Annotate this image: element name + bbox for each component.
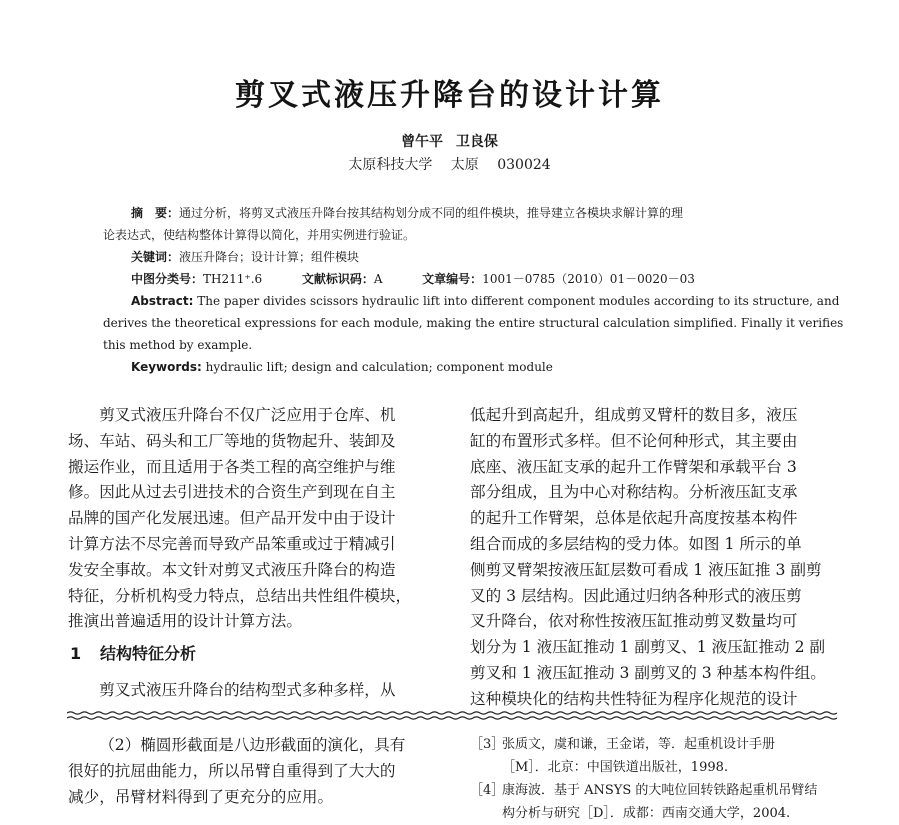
affiliation: 太原科技大学 太原 030024 bbox=[348, 157, 551, 173]
paper-title: 剪叉式液压升降台的设计计算 bbox=[235, 78, 664, 113]
wavy-line bbox=[67, 712, 837, 719]
right-line-6: 组合而成的多层结构的受力体。如图 1 所示的单 bbox=[470, 534, 802, 553]
abstract-en-line1 bbox=[131, 290, 839, 312]
keywords-cn-label: 关键词： bbox=[131, 250, 180, 264]
bottom-left-text bbox=[68, 733, 435, 810]
doc-code-value: A bbox=[373, 272, 383, 286]
section-heading bbox=[70, 641, 196, 664]
left-column bbox=[68, 403, 435, 635]
reference-text: 张质文，虞和谦，王金诺，等．起重机设计手册 bbox=[502, 737, 776, 752]
reference-text: 康海波．基于 ANSYS 的大吨位回转铁路起重机吊臂结 bbox=[502, 783, 818, 798]
right-column bbox=[470, 403, 837, 713]
right-line-4: 部分组成，且为中心对称结构。分析液压缸支承 bbox=[470, 483, 798, 502]
keywords-cn-text: 液压升降台；设计计算；组件模块 bbox=[179, 250, 360, 264]
clc-value: TH211⁺.6 bbox=[203, 272, 263, 286]
abstract-cn-text-1: 通过分析，将剪叉式液压升降台按其结构划分成不同的组件模块，推导建立各模块求解计算的理 bbox=[179, 206, 684, 220]
right-line-7: 侧剪叉臂架按液压缸层数可看成 1 液压缸推 3 副剪 bbox=[470, 560, 822, 579]
section-title: 结构特征分析 bbox=[100, 644, 197, 663]
abstract-en-text-1: The paper divides scissors hydraulic lift into different component modules according to its structure, and bbox=[197, 294, 840, 308]
article-no-value: 1001－0785（2010）01－0020－03 bbox=[482, 272, 695, 286]
intro-line-3: 搬运作业，而且适用于各类工程的高空维护与维 bbox=[68, 457, 396, 476]
section-number: 1 bbox=[70, 644, 82, 663]
clc-label: 中图分类号： bbox=[131, 272, 204, 286]
right-line-3: 底座、液压缸支承的起升工作臂架和承载平台 3 bbox=[470, 457, 797, 476]
right-line-1: 低起升到高起升，组成剪叉臂杆的数目多，液压 bbox=[470, 406, 798, 424]
wavy-separator bbox=[67, 708, 837, 724]
reference-tag: ［4］ bbox=[470, 783, 505, 798]
article-no-label: 文章编号： bbox=[422, 272, 483, 286]
right-line-10: 划分为 1 液压缸推动 1 副剪叉、1 液压缸推动 2 副 bbox=[470, 638, 826, 657]
right-line-2: 缸的布置形式多样。但不论何种形式，其主要由 bbox=[470, 431, 798, 450]
intro-line-2: 场、车站、码头和工厂等地的货物起升、装卸及 bbox=[68, 431, 396, 450]
intro-line-5: 品牌的国产化发展迅速。但产品开发中由于设计 bbox=[68, 509, 396, 528]
abstract-cn-line2: 论表达式，使结构整体计算得以简化，并用实例进行验证。 bbox=[103, 228, 416, 242]
bottom-line-2: 很好的抗屈曲能力，所以吊臂自重得到了大大的 bbox=[68, 761, 396, 780]
right-line-8: 叉的 3 层结构。因此通过归纳各种形式的液压剪 bbox=[470, 586, 802, 605]
keywords-cn bbox=[131, 246, 359, 268]
references bbox=[470, 733, 840, 825]
bottom-line-1: （2）椭圆形截面是八边形截面的演化，具有 bbox=[99, 736, 406, 754]
reference-tag: ［3］ bbox=[470, 737, 505, 752]
intro-line-1: 剪叉式液压升降台不仅广泛应用于仓库、机 bbox=[99, 406, 396, 424]
abstract-cn-line1 bbox=[131, 202, 683, 224]
reference-item bbox=[470, 779, 840, 802]
intro-line-7: 发安全事故。本文针对剪叉式液压升降台的构造 bbox=[68, 560, 396, 579]
intro-line-9: 推演出普遍适用的设计计算方法。 bbox=[68, 612, 302, 631]
abstract-en-line3: this method by example. bbox=[103, 338, 253, 352]
intro-line-6: 计算方法不尽完善而导致产品笨重或过于精减引 bbox=[68, 534, 396, 553]
reference-continuation: ［M］．北京：中国铁道出版社，1998. bbox=[502, 760, 729, 775]
bottom-line-3: 减少，吊臂材料得到了更充分的应用。 bbox=[68, 787, 334, 806]
right-line-12: 这种模块化的结构共性特征为程序化规范的设计 bbox=[470, 689, 798, 708]
abstract-en-label: Abstract: bbox=[131, 294, 194, 308]
intro-line-8: 特征，分析机构受力特点，总结出共性组件模块， bbox=[68, 586, 412, 605]
authors: 曾午平 卫良保 bbox=[401, 134, 498, 150]
classification-line bbox=[131, 268, 695, 290]
abstract-cn-label: 摘 要： bbox=[131, 206, 180, 220]
section-line-1: 剪叉式液压升降台的结构型式多种多样，从 bbox=[99, 681, 396, 699]
keywords-en-text: hydraulic lift; design and calculation; component module bbox=[205, 360, 553, 374]
reference-item bbox=[470, 733, 840, 756]
right-line-9: 叉升降台，依对称性按液压缸推动剪叉数量均可 bbox=[470, 612, 798, 631]
reference-continuation: 构分析与研究［D］．成都：西南交通大学，2004. bbox=[502, 806, 791, 821]
right-line-5: 的起升工作臂架，总体是依起升高度按基本构件 bbox=[470, 509, 798, 528]
keywords-en-label: Keywords: bbox=[131, 360, 202, 374]
right-line-11: 剪叉和 1 液压缸推动 3 副剪叉的 3 种基本构件组。 bbox=[470, 663, 826, 682]
doc-code-label: 文献标识码： bbox=[301, 272, 374, 286]
keywords-en bbox=[131, 356, 553, 378]
abstract-en-line2: derives the theoretical expressions for each module, making the entire structural calculation simplified. Finally it verifies bbox=[103, 316, 844, 330]
intro-line-4: 修。因此从过去引进技术的合资生产到现在自主 bbox=[68, 483, 396, 502]
